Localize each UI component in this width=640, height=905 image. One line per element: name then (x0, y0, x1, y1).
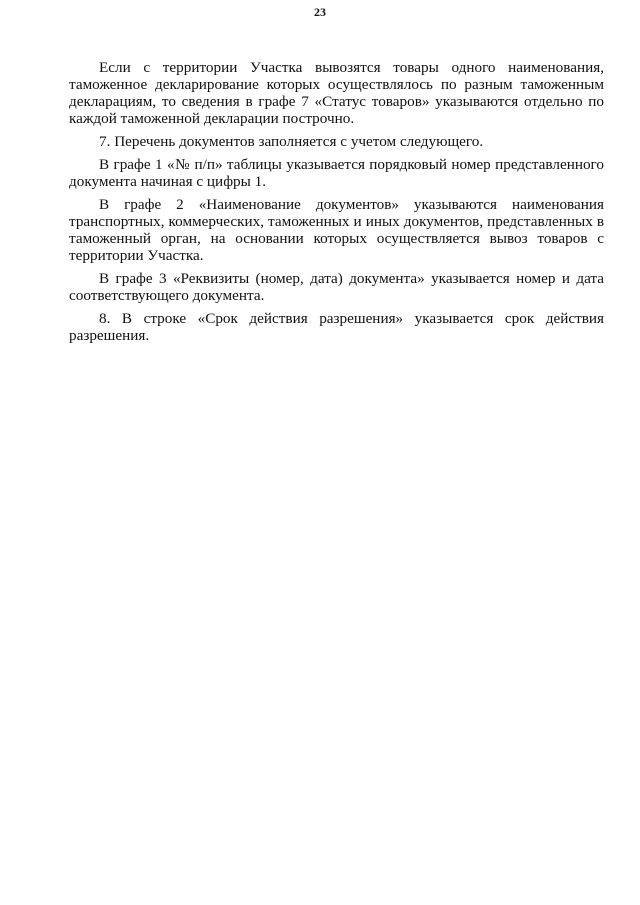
paragraph-goods-status: Если с территории Участка вывозятся товары одного наименования, таможенное декларирование которых осуществлялось по разным таможенным декларациям, то сведения в графе 7 «Статус товаров» указываются отдельно по каждой таможенной декларации построчно. (69, 59, 604, 127)
paragraph-column-1: В графе 1 «№ п/п» таблицы указывается порядковый номер представленного документа начиная с цифры 1. (69, 156, 604, 190)
paragraph-item-7: 7. Перечень документов заполняется с учетом следующего. (99, 133, 484, 150)
paragraph-item-8: 8. В строке «Срок действия разрешения» указывается срок действия разрешения. (69, 310, 604, 344)
page-number: 23 (314, 5, 326, 19)
paragraph-column-2: В графе 2 «Наименование документов» указываются наименования транспортных, коммерческих, таможенных и иных документов, представленных в таможенный орган, на основании которых осуществляется вывоз товаров с территории Участка. (69, 196, 604, 264)
paragraph-column-3: В графе 3 «Реквизиты (номер, дата) документа» указывается номер и дата соответствующего документа. (69, 270, 604, 304)
document-body (69, 59, 604, 350)
